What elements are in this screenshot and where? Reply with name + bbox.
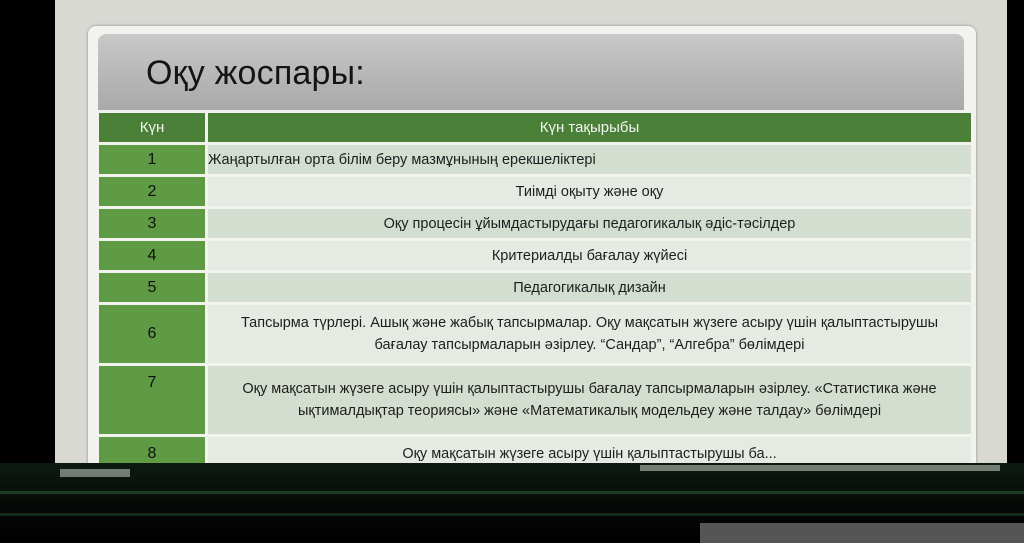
table-row [99,273,971,302]
day-topic: Жаңартылған орта білім беру мазмұнының ерекшеліктері [208,145,971,174]
day-topic: Педагогикалық дизайн [208,273,971,302]
table-row [99,177,971,206]
artifact-glitch [60,469,130,477]
day-number: 4 [99,241,205,270]
artifact-glitch [640,465,1000,471]
day-number: 3 [99,209,205,238]
day-number: 2 [99,177,205,206]
day-topic: Оқу процесін ұйымдастырудағы педагогикалық әдіс-тәсілдер [208,209,971,238]
artifact-glitch [700,523,1024,543]
day-topic: Тапсырма түрлері. Ашық және жабық тапсырмалар. Оқу мақсатын жүзеге асыру үшін қалыптастырушы бағалау тапсырмаларын әзірлеу. “Сандар”, “Алгебра” бөлімдері [208,305,971,363]
study-plan-table [96,110,974,490]
header-topic: Күн тақырыбы [208,113,971,142]
day-number: 7 [99,366,205,434]
page-title: Оқу жоспары: [146,54,365,92]
day-number: 6 [99,305,205,363]
day-topic: Оқу мақсатын жүзеге асыру үшін қалыптастырушы бағалау тапсырмаларын әзірлеу. «Статистика және ықтималдықтар теориясы» және «Математикалық модельдеу және талдау» бөлімдері [208,366,971,434]
artifact-stripe [0,491,1024,494]
day-number: 1 [99,145,205,174]
artifact-stripe [0,513,1024,516]
day-number: 5 [99,273,205,302]
slide [88,26,976,470]
title-bar [98,34,964,110]
table-row [99,209,971,238]
table-row [99,366,971,434]
table-row [99,241,971,270]
day-topic-line: Оқу мақсатын жүзеге асыру үшін қалыптастырушы ба... [402,446,777,462]
video-artifact-band [0,463,1024,543]
day-topic: Тиімді оқыту және оқу [208,177,971,206]
table-header-row [99,113,971,142]
header-day: Күн [99,113,205,142]
day-number: 8 [99,437,205,487]
table-row [99,305,971,363]
table-row [99,145,971,174]
day-topic: Критериалды бағалау жүйесі [208,241,971,270]
